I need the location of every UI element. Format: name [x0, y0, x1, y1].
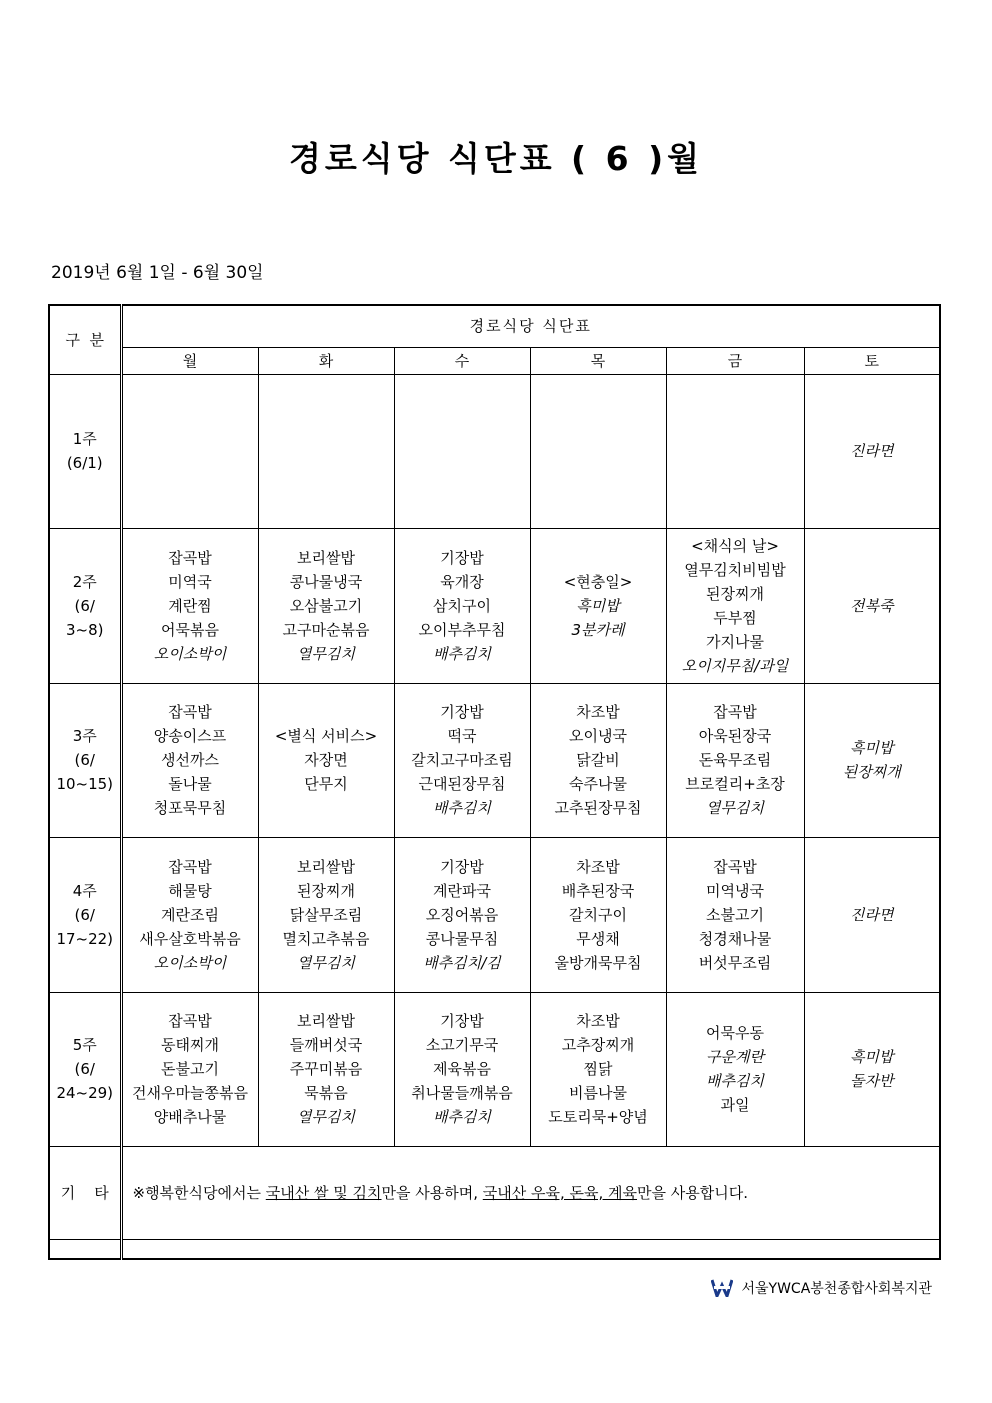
day-header: 목: [530, 347, 666, 374]
menu-item: 잡곡밥: [168, 857, 212, 876]
menu-cell: [394, 374, 530, 528]
week-label: [49, 374, 121, 528]
menu-item: 육개장: [440, 572, 484, 591]
menu-item: 닭살무조림: [289, 905, 363, 924]
menu-cell: [666, 528, 804, 683]
menu-item: 생선까스: [161, 751, 219, 769]
week-label-line: (6/1): [66, 454, 103, 472]
menu-item: 보리쌀밥: [297, 1012, 355, 1030]
menu-item: 건새우마늘쫑볶음: [132, 1084, 248, 1102]
menu-item: 계란조림: [161, 905, 219, 924]
week-label-line: 3주: [72, 727, 97, 745]
menu-cell: [258, 374, 394, 528]
menu-item: 진라면: [850, 442, 894, 460]
menu-item: 어묵볶음: [161, 620, 219, 639]
menu-cell: [666, 683, 804, 837]
menu-cell: [121, 992, 258, 1146]
menu-item: 잡곡밥: [713, 857, 757, 876]
menu-item: 미역국: [168, 572, 212, 591]
menu-cell: [394, 837, 530, 992]
menu-item: 떡국: [447, 727, 477, 745]
menu-item: 기장밥: [440, 703, 484, 721]
footer: [711, 1278, 932, 1298]
menu-item: 돈육무조림: [698, 751, 772, 769]
note-segment: 국내산 우육, 돈육, 계육: [482, 1183, 638, 1202]
menu-item: 소고기무국: [425, 1036, 499, 1054]
menu-item: 소불고기: [706, 905, 764, 924]
menu-item: 양송이스프: [153, 727, 227, 745]
menu-item: 멸치고추볶음: [282, 929, 370, 948]
menu-item: 고추된장무침: [554, 799, 642, 817]
week-label: [49, 992, 121, 1146]
menu-item: 된장찌개: [706, 584, 764, 603]
week-label: [49, 837, 121, 992]
menu-item: 콩나물무침: [425, 929, 499, 948]
menu-item: 된장찌개: [297, 881, 355, 900]
menu-item: 배추김치: [433, 799, 491, 817]
menu-item: 열무김치: [297, 644, 355, 663]
week-label-line: 2주: [72, 572, 97, 591]
menu-item: 동태찌개: [161, 1036, 219, 1054]
menu-item: 가지나물: [706, 632, 764, 651]
menu-item: 근대된장무침: [418, 775, 506, 793]
date-range: 2019년 6월 1일 - 6월 30일: [51, 263, 264, 283]
menu-item: 고추장찌개: [561, 1036, 635, 1054]
menu-item: 배추된장국: [561, 881, 635, 900]
week-label: [49, 683, 121, 837]
menu-item: 돈불고기: [161, 1060, 219, 1078]
menu-item: 열무김치: [706, 799, 764, 817]
menu-cell: [121, 683, 258, 837]
menu-item: 닭갈비: [576, 751, 620, 769]
menu-item: 배추김치: [433, 644, 491, 663]
week-label-line: (6/: [74, 1060, 95, 1078]
menu-cell: [121, 374, 258, 528]
menu-item: 갈치고구마조림: [411, 751, 513, 769]
table-title: 경로식당 식단표: [121, 305, 940, 347]
menu-item: 청경채나물: [698, 929, 772, 948]
day-header: 수: [394, 347, 530, 374]
menu-item: 삼치구이: [433, 596, 491, 615]
menu-item: 오삼불고기: [289, 596, 363, 615]
menu-cell: [530, 683, 666, 837]
menu-item: 브로컬리+초장: [685, 775, 785, 793]
day-header: 월: [121, 347, 258, 374]
week-label-line: 24~29): [56, 1084, 114, 1102]
week-row: [49, 992, 940, 1146]
menu-item: 흑미밥: [850, 1048, 894, 1066]
menu-item: 콩나물냉국: [289, 572, 363, 591]
menu-item: 묵볶음: [304, 1084, 348, 1102]
blank-cell: [121, 1239, 940, 1259]
day-header: 금: [666, 347, 804, 374]
menu-item: 흑미밥: [576, 596, 620, 615]
menu-item: 보리쌀밥: [297, 857, 355, 876]
menu-item: <채식의 날>: [691, 536, 779, 555]
menu-item: 버섯무조림: [698, 953, 772, 972]
week-label-line: 1주: [72, 430, 97, 448]
note-label: 기 타: [49, 1146, 121, 1239]
menu-cell: [258, 992, 394, 1146]
menu-item: 열무김치: [297, 953, 355, 972]
menu-item: 배추김치/김: [423, 953, 501, 972]
ywca-logo-icon: [711, 1279, 733, 1297]
menu-item: 잡곡밥: [168, 1012, 212, 1030]
menu-item: 자장면: [304, 751, 348, 769]
menu-cell: [394, 992, 530, 1146]
menu-item: 취나물들깨볶음: [411, 1084, 513, 1102]
week-label-line: (6/: [74, 905, 95, 924]
gubun-header: 구 분: [49, 305, 121, 374]
week-label-line: 17~22): [56, 929, 114, 948]
menu-item: 오징어볶음: [425, 905, 499, 924]
menu-item: 양배추나물: [153, 1108, 227, 1126]
menu-cell: [804, 837, 940, 992]
blank-label-cell: [49, 1239, 121, 1259]
note-segment: 만을 사용합니다.: [637, 1183, 748, 1202]
menu-cell: [530, 837, 666, 992]
week-label-line: (6/: [74, 596, 95, 615]
menu-item: 기장밥: [440, 1012, 484, 1030]
week-label: [49, 528, 121, 683]
menu-item: 무생채: [576, 929, 620, 948]
menu-item: 해물탕: [168, 881, 212, 900]
menu-cell: [394, 528, 530, 683]
menu-item: 구운계란: [706, 1048, 764, 1066]
menu-item: 잡곡밥: [713, 703, 757, 721]
day-header: 화: [258, 347, 394, 374]
menu-cell: [121, 837, 258, 992]
menu-item: 3분카레: [571, 620, 625, 639]
menu-item: 차조밥: [576, 857, 620, 876]
menu-item: 주꾸미볶음: [289, 1060, 363, 1078]
week-label-line: 4주: [72, 881, 97, 900]
menu-item: 어묵우동: [706, 1024, 764, 1042]
menu-item: 제육볶음: [433, 1060, 491, 1078]
menu-item: 두부찜: [713, 608, 757, 627]
menu-cell: [530, 992, 666, 1146]
week-label-line: (6/: [74, 751, 95, 769]
menu-cell: [666, 992, 804, 1146]
menu-item: 과일: [720, 1096, 750, 1114]
menu-cell: [666, 374, 804, 528]
menu-item: 된장찌개: [842, 763, 901, 781]
menu-item: 도토리묵+양념: [548, 1108, 648, 1126]
menu-cell: [530, 374, 666, 528]
menu-table: [48, 304, 941, 1260]
menu-item: 울방개묵무침: [554, 953, 642, 972]
menu-item: 보리쌀밥: [297, 548, 355, 567]
menu-item: 청포묵무침: [153, 799, 227, 817]
menu-item: 오이부추무침: [418, 620, 506, 639]
menu-cell: [804, 992, 940, 1146]
menu-item: 기장밥: [440, 857, 484, 876]
page-title: 경로식당 식단표 ( 6 )월: [288, 139, 704, 178]
menu-item: 돌나물: [168, 775, 212, 793]
week-row: [49, 683, 940, 837]
menu-item: 열무김치비빔밥: [684, 560, 786, 579]
day-header: 토: [804, 347, 940, 374]
menu-item: 배추김치: [433, 1108, 491, 1126]
menu-item: 비름나물: [569, 1084, 627, 1102]
week-label-line: 3~8): [65, 620, 104, 639]
menu-item: 오이지무침/과일: [681, 656, 789, 675]
menu-cell: [804, 374, 940, 528]
menu-item: 갈치구이: [569, 905, 627, 924]
menu-item: <현충일>: [563, 572, 633, 591]
menu-cell: [804, 683, 940, 837]
menu-item: 단무지: [304, 775, 348, 793]
note-segment: 만을 사용하며,: [381, 1183, 483, 1202]
menu-item: 오이소박이: [153, 644, 227, 663]
menu-item: 숙주나물: [569, 775, 627, 793]
menu-item: 계란찜: [168, 596, 212, 615]
note-text: [121, 1146, 940, 1239]
menu-item: 계란파국: [433, 881, 491, 900]
week-label-line: 5주: [72, 1036, 97, 1054]
menu-item: 아욱된장국: [698, 727, 772, 745]
menu-item: 열무김치: [297, 1108, 355, 1126]
menu-item: <별식 서비스>: [274, 727, 378, 745]
menu-item: 오이냉국: [569, 727, 627, 745]
menu-item: 전복죽: [850, 596, 894, 615]
menu-cell: [666, 837, 804, 992]
menu-item: 배추김치: [706, 1072, 764, 1090]
week-row: [49, 837, 940, 992]
menu-cell: [804, 528, 940, 683]
menu-cell: [394, 683, 530, 837]
organization-name: 서울YWCA봉천종합사회복지관: [741, 1281, 932, 1297]
menu-item: 흑미밥: [850, 739, 894, 757]
menu-item: 돌자반: [850, 1072, 894, 1090]
week-row: [49, 528, 940, 683]
menu-item: 새우살호박볶음: [139, 929, 241, 948]
note-segment: 국내산 쌀 및 김치: [265, 1183, 382, 1202]
menu-cell: [258, 683, 394, 837]
note-segment: ※행복한식당에서는: [132, 1183, 266, 1202]
menu-cell: [121, 528, 258, 683]
menu-item: 기장밥: [440, 548, 484, 567]
menu-item: 잡곡밥: [168, 703, 212, 721]
menu-item: 잡곡밥: [168, 548, 212, 567]
menu-item: 오이소박이: [153, 953, 227, 972]
menu-item: 진라면: [850, 905, 894, 924]
menu-item: 미역냉국: [706, 881, 764, 900]
menu-cell: [258, 837, 394, 992]
menu-cell: [530, 528, 666, 683]
menu-item: 고구마순볶음: [282, 620, 370, 639]
menu-cell: [258, 528, 394, 683]
week-label-line: 10~15): [56, 775, 114, 793]
week-row: [49, 374, 940, 528]
menu-item: 차조밥: [576, 1012, 620, 1030]
menu-item: 차조밥: [576, 703, 620, 721]
menu-item: 찜닭: [583, 1060, 613, 1078]
menu-item: 들깨버섯국: [289, 1036, 363, 1054]
